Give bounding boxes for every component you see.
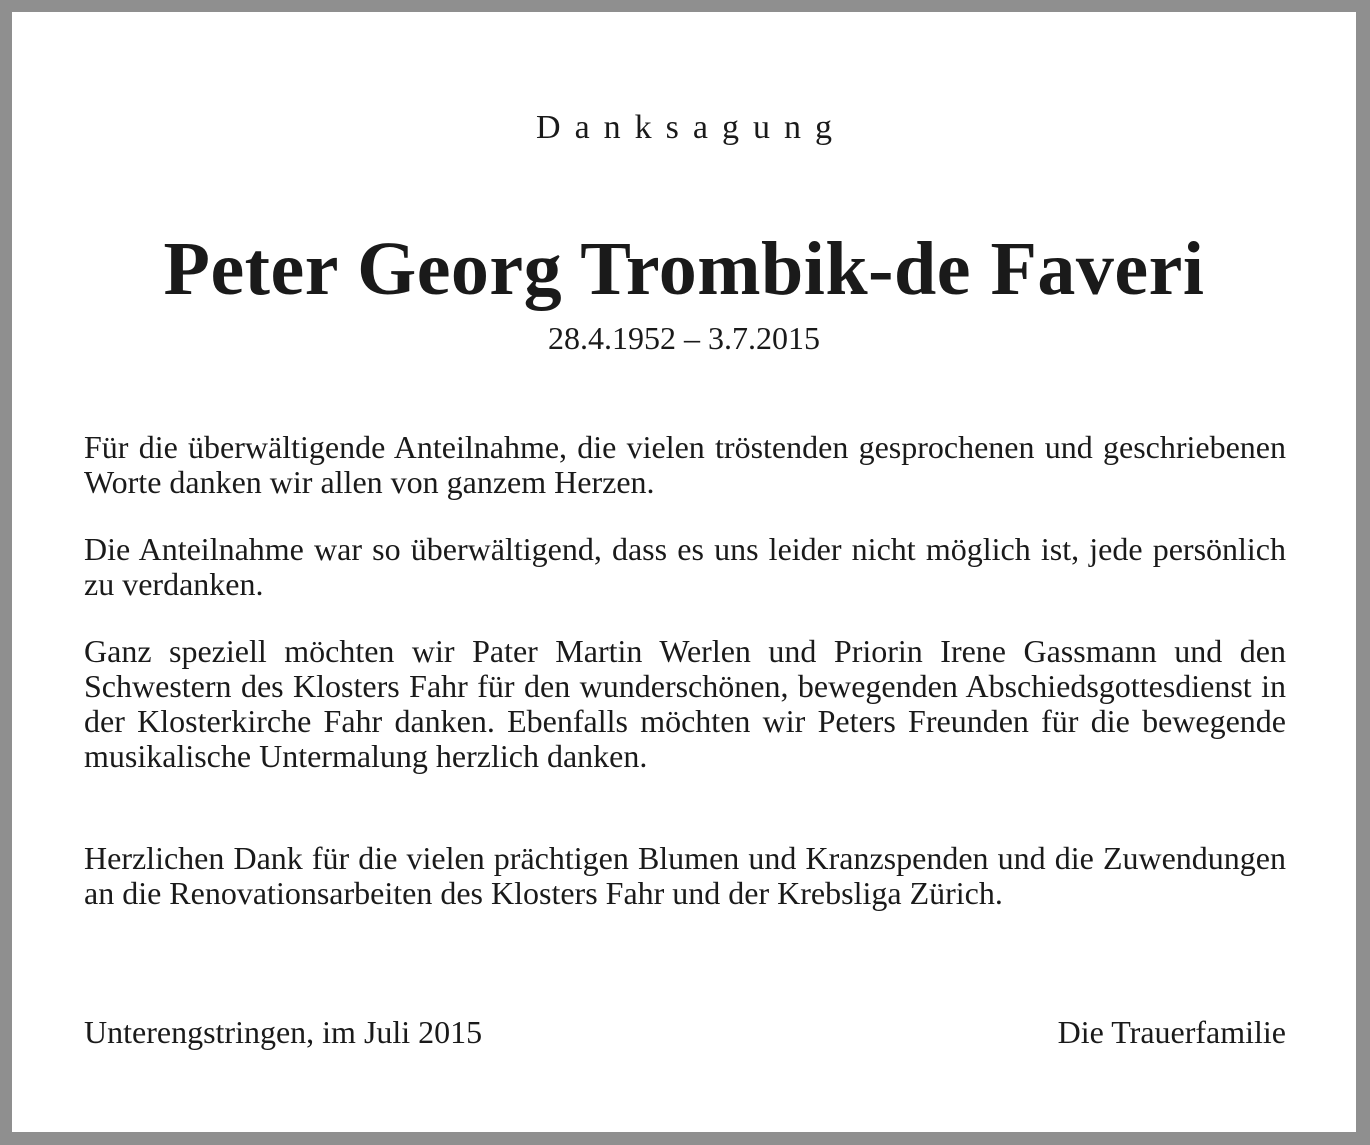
signature: Die Trauerfamilie	[1057, 1014, 1286, 1050]
place-date: Unterengstringen, im Juli 2015	[84, 1014, 483, 1050]
notice-footer	[84, 1012, 1286, 1052]
paragraph-4: Herzlichen Dank für die vielen prächtigen Blumen und Kranzspenden und die Zuwendungen an die Renovationsarbeiten des Klosters Fahr und der Krebsliga Zürich.	[84, 840, 1286, 911]
paragraph-2: Die Anteilnahme war so überwältigend, dass es uns leider nicht möglich ist, jede persönlich zu verdanken.	[84, 531, 1286, 602]
obituary-notice	[12, 12, 1356, 1132]
paragraph-3: Ganz speziell möchten wir Pater Martin Werlen und Priorin Irene Gassmann und den Schwestern des Klosters Fahr für den wunderschönen, bewegenden Abschiedsgottesdienst in der Klosterkirche Fahr danken. Ebenfalls möchten wir Peters Freunden für die bewegende musikalische Untermalung herzlich danken.	[84, 633, 1286, 774]
deceased-name: Peter Georg Trombik-de Faveri	[163, 227, 1205, 311]
paragraph-1: Für die überwältigende Anteilnahme, die vielen tröstenden gesprochenen und geschriebenen Worte danken wir allen von ganzem Herzen.	[84, 429, 1286, 500]
life-dates: 28.4.1952 – 3.7.2015	[548, 320, 820, 356]
notice-heading: Danksagung	[536, 109, 846, 146]
